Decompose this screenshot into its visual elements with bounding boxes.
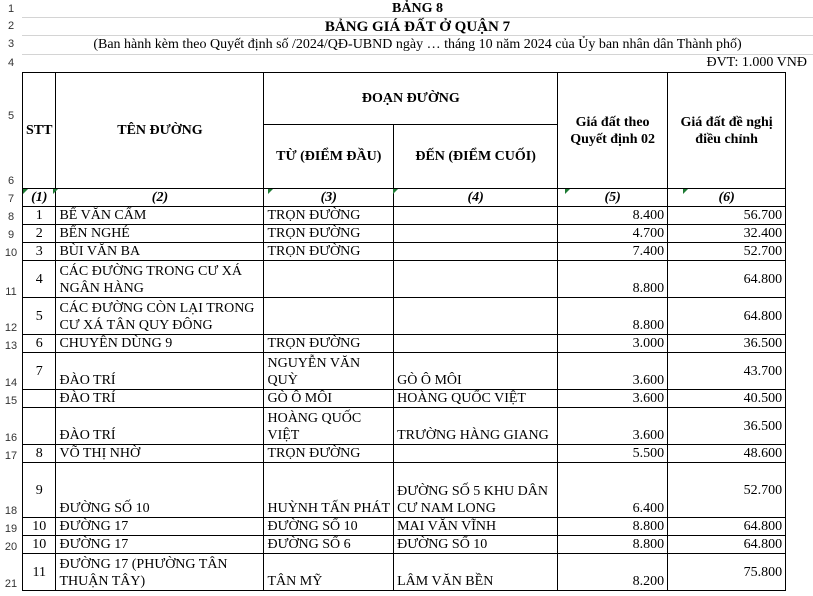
cell-de-nghi[interactable]: 52.700 bbox=[668, 243, 786, 261]
unit-label: ĐVT: 1.000 VNĐ bbox=[706, 55, 807, 70]
cell-ten[interactable]: CÁC ĐƯỜNG CÒN LẠI TRONG CƯ XÁ TÂN QUY ĐÔNG bbox=[56, 298, 264, 335]
cell-ten[interactable]: ĐƯỜNG 17 bbox=[56, 518, 264, 536]
cell-gia[interactable]: 8.200 bbox=[558, 554, 668, 591]
cell-tu[interactable] bbox=[264, 261, 394, 298]
cell-ten[interactable]: ĐÀO TRÍ bbox=[56, 353, 264, 390]
header-doan-duong[interactable]: ĐOẠN ĐƯỜNG bbox=[264, 73, 558, 125]
row-number[interactable]: 16 bbox=[4, 432, 18, 444]
header-den[interactable]: ĐẾN (ĐIỂM CUỐI) bbox=[394, 125, 558, 189]
cell-de-nghi[interactable]: 64.800 bbox=[668, 261, 786, 298]
row-number[interactable]: 20 bbox=[4, 541, 18, 553]
cell-ten[interactable]: ĐƯỜNG 17 bbox=[56, 536, 264, 554]
cell-stt[interactable]: 4 bbox=[23, 261, 56, 298]
cell-ten[interactable]: BẾN NGHÉ bbox=[56, 225, 264, 243]
cell-tu[interactable]: TRỌN ĐƯỜNG bbox=[264, 225, 394, 243]
cell-den[interactable]: ĐƯỜNG SỐ 5 KHU DÂN CƯ NAM LONG bbox=[394, 463, 558, 518]
row-number[interactable]: 10 bbox=[4, 247, 18, 259]
cell-stt[interactable]: 11 bbox=[23, 554, 56, 591]
cell-note-indicator bbox=[393, 189, 398, 194]
cell-den[interactable] bbox=[394, 243, 558, 261]
cell-ten[interactable]: CÁC ĐƯỜNG TRONG CƯ XÁ NGÂN HÀNG bbox=[56, 261, 264, 298]
cell-stt[interactable]: 5 bbox=[23, 298, 56, 335]
cell-den[interactable] bbox=[394, 207, 558, 225]
cell-tu[interactable]: TÂN MỸ bbox=[264, 554, 394, 591]
cell-den[interactable] bbox=[394, 261, 558, 298]
cell-note-indicator bbox=[53, 189, 58, 194]
cell-den[interactable] bbox=[394, 225, 558, 243]
cell-den[interactable]: LÂM VĂN BỀN bbox=[394, 554, 558, 591]
cell-ten[interactable]: ĐÀO TRÍ bbox=[56, 390, 264, 408]
table-row bbox=[23, 518, 786, 536]
cell-ten[interactable]: VÕ THỊ NHỜ bbox=[56, 445, 264, 463]
col-index[interactable]: (4) bbox=[394, 189, 558, 207]
row-number[interactable]: 5 bbox=[7, 110, 15, 122]
col-index[interactable]: (6) bbox=[668, 189, 786, 207]
cell-tu[interactable]: HUỲNH TẤN PHÁT bbox=[264, 463, 394, 518]
cell-den[interactable]: TRƯỜNG HÀNG GIANG bbox=[394, 408, 558, 445]
cell-de-nghi[interactable]: 36.500 bbox=[668, 335, 786, 353]
row-number[interactable]: 8 bbox=[7, 211, 15, 223]
header-stt[interactable]: STT bbox=[23, 73, 56, 189]
cell-den[interactable] bbox=[394, 335, 558, 353]
table-row bbox=[23, 298, 786, 335]
table-row bbox=[23, 225, 786, 243]
row-number[interactable]: 2 bbox=[7, 20, 15, 32]
row-number[interactable]: 3 bbox=[7, 38, 15, 50]
cell-den[interactable] bbox=[394, 445, 558, 463]
cell-stt[interactable]: 1 bbox=[23, 207, 56, 225]
cell-gia[interactable]: 8.800 bbox=[558, 536, 668, 554]
cell-tu[interactable]: GÒ Ô MÔI bbox=[264, 390, 394, 408]
cell-de-nghi[interactable]: 64.800 bbox=[668, 536, 786, 554]
table-number: BẢNG 8 bbox=[392, 1, 443, 16]
table-row bbox=[23, 243, 786, 261]
land-price-table bbox=[22, 72, 786, 591]
cell-ten[interactable]: CHUYÊN DÙNG 9 bbox=[56, 335, 264, 353]
table-row bbox=[23, 207, 786, 225]
row-number[interactable]: 19 bbox=[4, 523, 18, 535]
cell-stt[interactable]: 2 bbox=[23, 225, 56, 243]
row-number[interactable]: 9 bbox=[7, 229, 15, 241]
cell-stt[interactable] bbox=[23, 390, 56, 408]
cell-stt[interactable]: 7 bbox=[23, 353, 56, 390]
header-tu[interactable]: TỪ (ĐIỂM ĐẦU) bbox=[264, 125, 394, 189]
cell-de-nghi[interactable]: 36.500 bbox=[668, 408, 786, 445]
cell-note-indicator bbox=[683, 189, 688, 194]
cell-tu[interactable]: TRỌN ĐƯỜNG bbox=[264, 445, 394, 463]
table-row bbox=[23, 335, 786, 353]
cell-gia[interactable]: 5.500 bbox=[558, 445, 668, 463]
table-row bbox=[23, 261, 786, 298]
gridline bbox=[22, 17, 813, 18]
cell-gia[interactable]: 3.600 bbox=[558, 408, 668, 445]
row-number[interactable]: 7 bbox=[7, 193, 15, 205]
row-number[interactable]: 1 bbox=[7, 3, 15, 15]
cell-stt[interactable]: 10 bbox=[23, 518, 56, 536]
cell-den[interactable]: GÒ Ô MÔI bbox=[394, 353, 558, 390]
row-number[interactable]: 15 bbox=[4, 395, 18, 407]
cell-stt[interactable]: 8 bbox=[23, 445, 56, 463]
cell-gia[interactable]: 6.400 bbox=[558, 463, 668, 518]
cell-de-nghi[interactable]: 43.700 bbox=[668, 353, 786, 390]
cell-de-nghi[interactable]: 52.700 bbox=[668, 463, 786, 518]
cell-stt[interactable]: 10 bbox=[23, 536, 56, 554]
row-number[interactable]: 14 bbox=[4, 377, 18, 389]
cell-de-nghi[interactable]: 40.500 bbox=[668, 390, 786, 408]
row-number[interactable]: 12 bbox=[4, 322, 18, 334]
table-row bbox=[23, 353, 786, 390]
col-index[interactable]: (5) bbox=[558, 189, 668, 207]
row-number[interactable]: 6 bbox=[7, 175, 15, 187]
row-number[interactable]: 21 bbox=[4, 578, 18, 590]
table-row bbox=[23, 554, 786, 591]
table-row bbox=[23, 536, 786, 554]
table-row bbox=[23, 463, 786, 518]
cell-ten[interactable]: BÙI VĂN BA bbox=[56, 243, 264, 261]
header-ten-duong[interactable]: TÊN ĐƯỜNG bbox=[56, 73, 264, 189]
table-row bbox=[23, 445, 786, 463]
cell-ten[interactable]: ĐƯỜNG 17 (PHƯỜNG TÂN THUẬN TÂY) bbox=[56, 554, 264, 591]
col-index[interactable]: (1) bbox=[23, 189, 56, 207]
header-gia-qd[interactable]: Giá đất theo Quyết định 02 bbox=[558, 73, 668, 189]
cell-stt[interactable]: 6 bbox=[23, 335, 56, 353]
row-number[interactable]: 18 bbox=[4, 505, 18, 517]
cell-note-indicator bbox=[268, 189, 273, 194]
cell-gia[interactable]: 8.400 bbox=[558, 207, 668, 225]
cell-tu[interactable]: TRỌN ĐƯỜNG bbox=[264, 243, 394, 261]
cell-tu[interactable]: HOÀNG QUỐC VIỆT bbox=[264, 408, 394, 445]
cell-ten[interactable]: ĐÀO TRÍ bbox=[56, 408, 264, 445]
cell-gia[interactable]: 4.700 bbox=[558, 225, 668, 243]
row-number[interactable]: 4 bbox=[7, 57, 15, 69]
cell-de-nghi[interactable]: 75.800 bbox=[668, 554, 786, 591]
col-index[interactable]: (2) bbox=[56, 189, 264, 207]
cell-tu[interactable]: NGUYỄN VĂN QUỲ bbox=[264, 353, 394, 390]
row-number[interactable]: 17 bbox=[4, 450, 18, 462]
table-row bbox=[23, 390, 786, 408]
cell-ten[interactable]: BẾ VĂN CẤM bbox=[56, 207, 264, 225]
cell-ten[interactable]: ĐƯỜNG SỐ 10 bbox=[56, 463, 264, 518]
cell-den[interactable] bbox=[394, 298, 558, 335]
cell-de-nghi[interactable]: 64.800 bbox=[668, 298, 786, 335]
cell-note-indicator bbox=[23, 189, 28, 194]
cell-gia[interactable]: 3.600 bbox=[558, 353, 668, 390]
cell-de-nghi[interactable]: 48.600 bbox=[668, 445, 786, 463]
cell-de-nghi[interactable]: 56.700 bbox=[668, 207, 786, 225]
cell-stt[interactable]: 9 bbox=[23, 463, 56, 518]
cell-tu[interactable]: TRỌN ĐƯỜNG bbox=[264, 207, 394, 225]
cell-tu[interactable]: ĐƯỜNG SỐ 6 bbox=[264, 536, 394, 554]
cell-gia[interactable]: 8.800 bbox=[558, 261, 668, 298]
cell-tu[interactable]: TRỌN ĐƯỜNG bbox=[264, 335, 394, 353]
page-title: BẢNG GIÁ ĐẤT Ở QUẬN 7 bbox=[324, 19, 511, 35]
cell-gia[interactable]: 7.400 bbox=[558, 243, 668, 261]
subtitle: (Ban hành kèm theo Quyết định số /2024/QĐ-UBND ngày … tháng 10 năm 2024 của Ủy ban nhân dân Thành phố) bbox=[93, 37, 742, 52]
gridline bbox=[22, 54, 813, 55]
cell-den[interactable]: ĐƯỜNG SỐ 10 bbox=[394, 536, 558, 554]
cell-tu[interactable] bbox=[264, 298, 394, 335]
row-number[interactable]: 11 bbox=[5, 286, 17, 298]
cell-gia[interactable]: 8.800 bbox=[558, 518, 668, 536]
cell-den[interactable]: MAI VĂN VĨNH bbox=[394, 518, 558, 536]
cell-gia[interactable]: 3.000 bbox=[558, 335, 668, 353]
cell-de-nghi[interactable]: 64.800 bbox=[668, 518, 786, 536]
cell-tu[interactable]: ĐƯỜNG SỐ 10 bbox=[264, 518, 394, 536]
cell-gia[interactable]: 8.800 bbox=[558, 298, 668, 335]
cell-stt[interactable]: 3 bbox=[23, 243, 56, 261]
cell-den[interactable]: HOÀNG QUỐC VIỆT bbox=[394, 390, 558, 408]
cell-note-indicator bbox=[565, 189, 570, 194]
cell-de-nghi[interactable]: 32.400 bbox=[668, 225, 786, 243]
table-row bbox=[23, 408, 786, 445]
col-index[interactable]: (3) bbox=[264, 189, 394, 207]
cell-gia[interactable]: 3.600 bbox=[558, 390, 668, 408]
cell-stt[interactable] bbox=[23, 408, 56, 445]
row-number[interactable]: 13 bbox=[4, 340, 18, 352]
header-gia-de-nghi[interactable]: Giá đất đề nghị điều chỉnh bbox=[668, 73, 786, 189]
